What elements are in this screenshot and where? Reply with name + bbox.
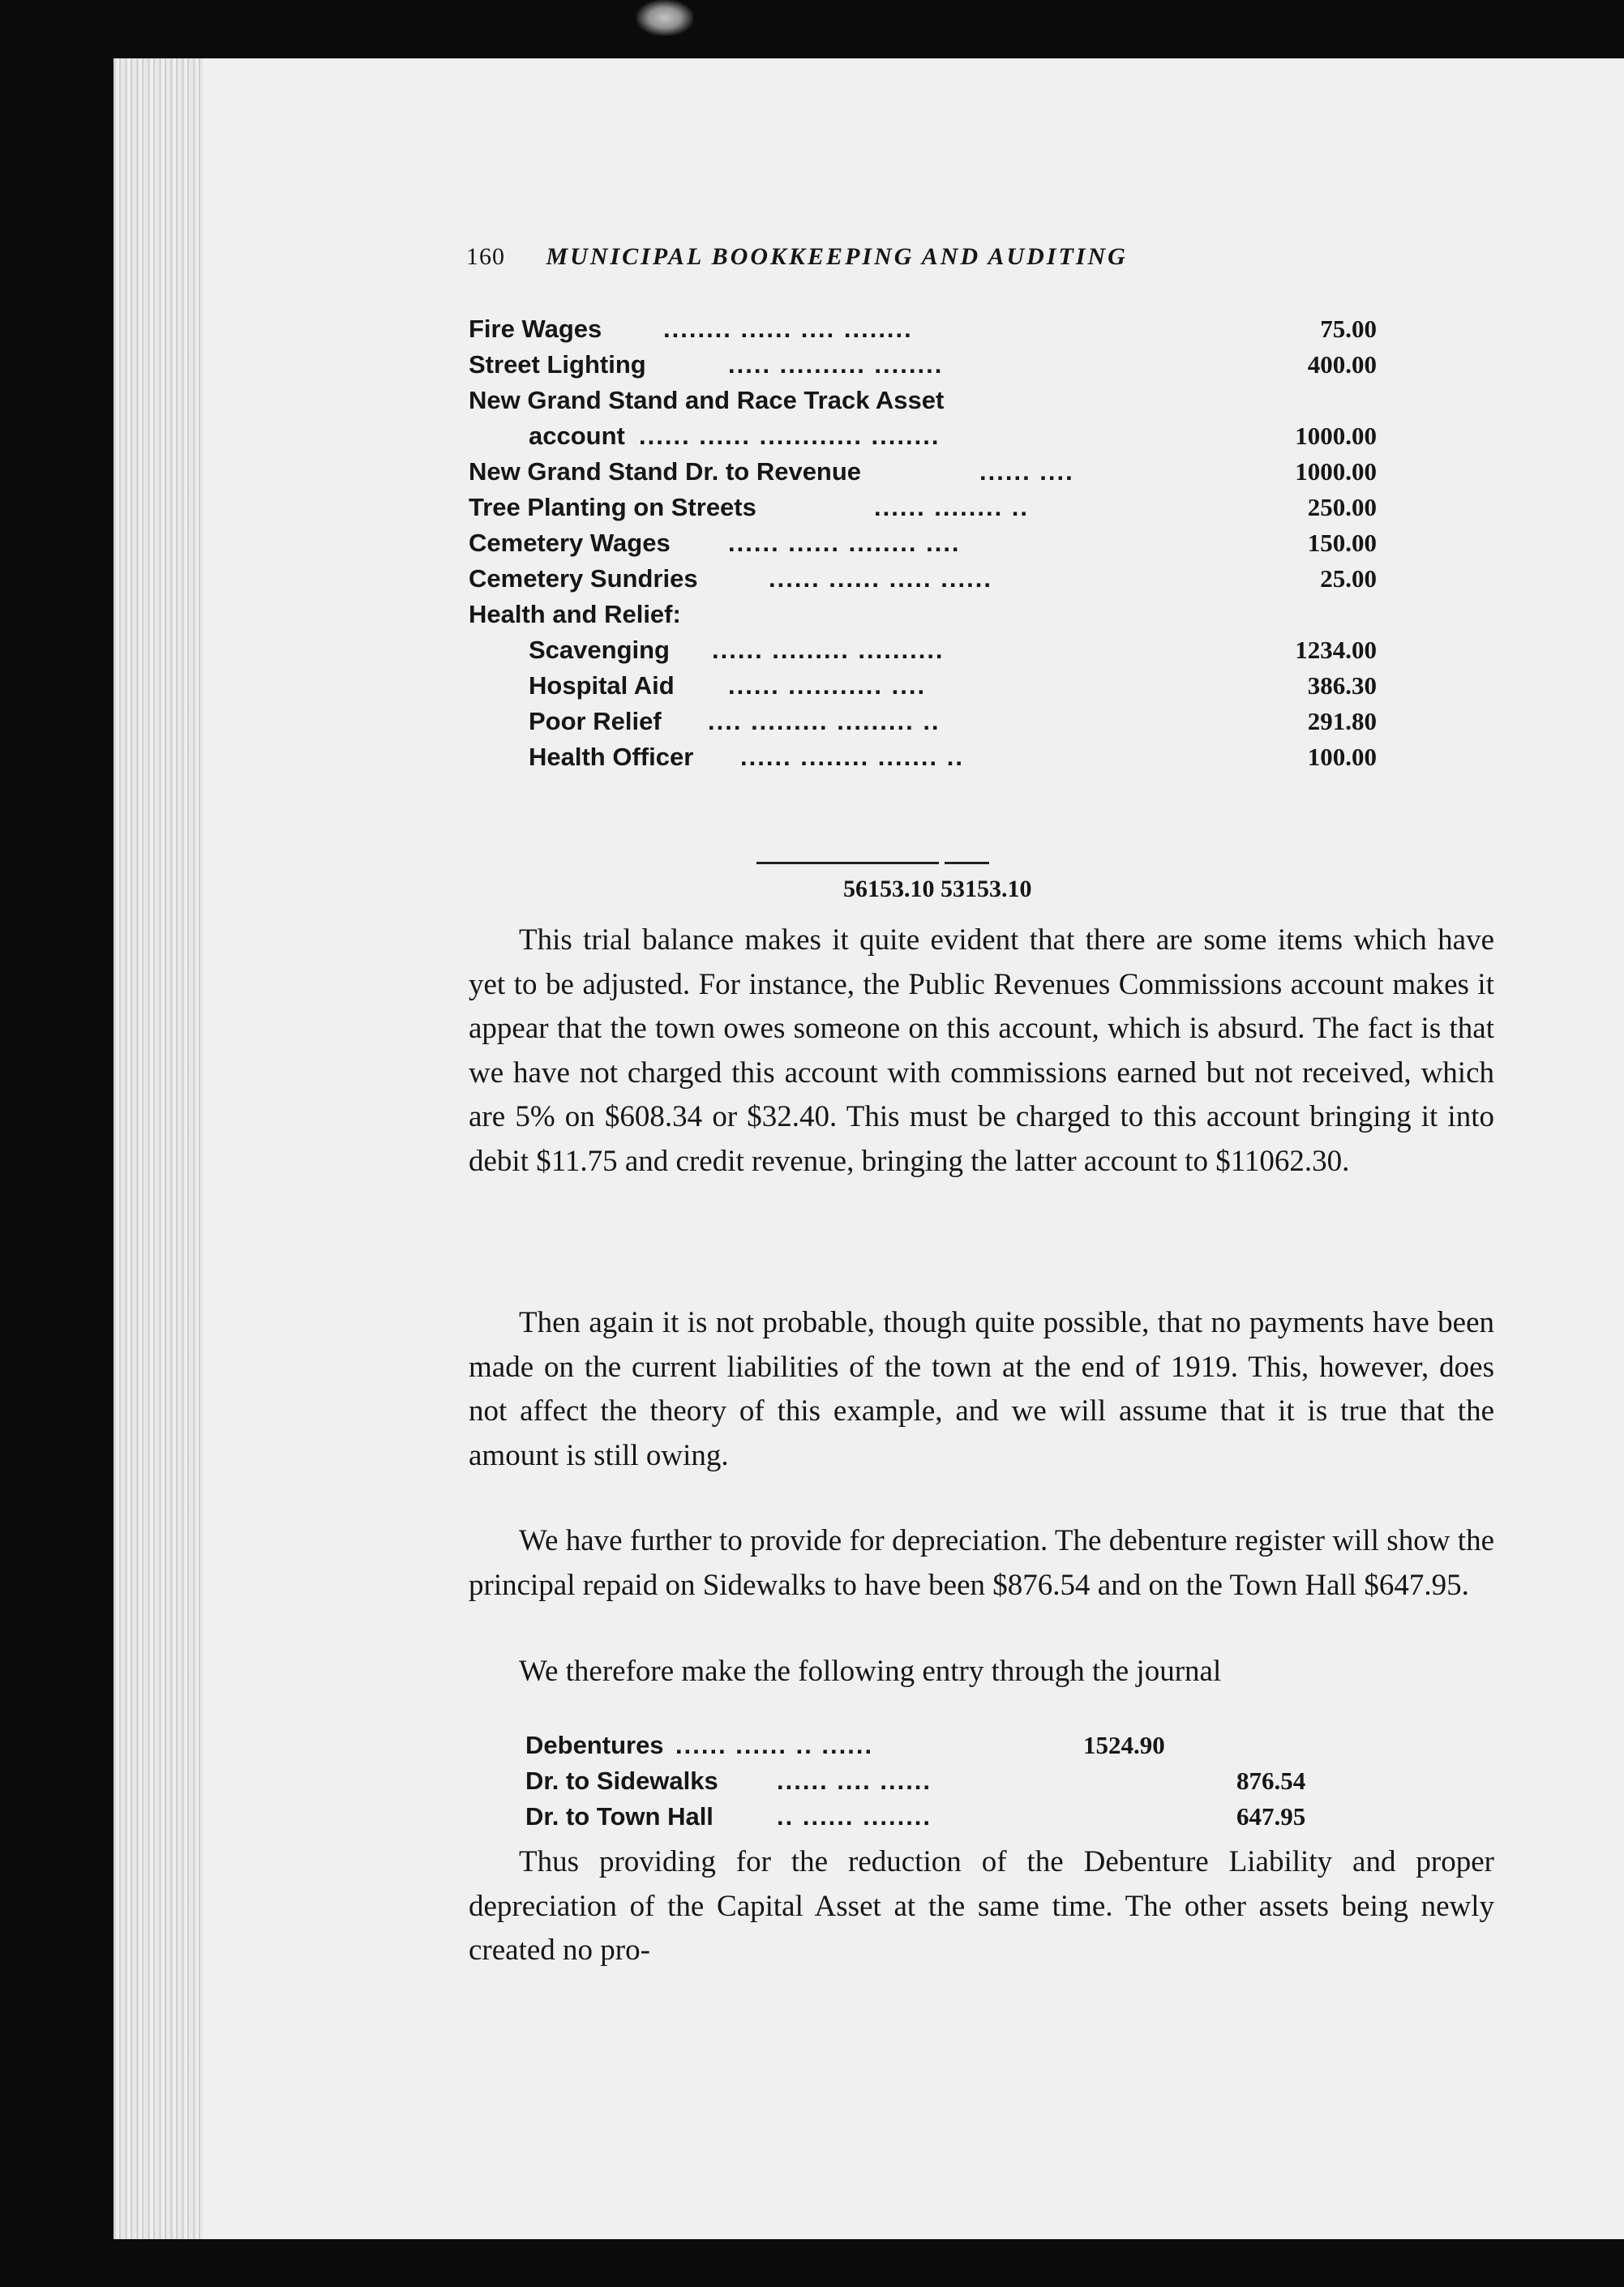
trial-balance-ledger: [469, 315, 1377, 778]
running-header: [466, 243, 1512, 271]
paragraph: Thus providing for the reduction of the Debenture Liability and proper depreciation of the Capital Asset at the same time. The other assets being newly created no pro-: [469, 1845, 1494, 1967]
ledger-amount: 150.00: [1307, 529, 1377, 557]
total-rule: [756, 862, 939, 864]
ledger-row: Street Lighting ..... .......... ........ 400.00: [469, 350, 1377, 379]
journal-row: Debentures ...... ...... .. ...... 1524.90: [525, 1731, 1165, 1759]
ledger-row: Poor Relief .... ......... ......... .. 291.80: [529, 707, 1377, 735]
page-number: 160: [466, 243, 505, 270]
ledger-amount: 25.00: [1320, 564, 1377, 593]
journal-label: Dr. to Town Hall: [525, 1802, 713, 1831]
ledger-row: Hospital Aid ...... ........... .... 386.30: [529, 671, 1377, 700]
ledger-label: Tree Planting on Streets: [469, 493, 756, 521]
ledger-row: Scavenging ...... ......... .......... 1234.00: [529, 636, 1377, 664]
ledger-label: Cemetery Sundries: [469, 564, 698, 593]
ledger-label: Fire Wages: [469, 315, 602, 343]
paragraph: Then again it is not probable, though quite possible, that no payments have been made on the current liabilities of the town at the end of 1919. This, however, does not affect the theory of this example, and we will assume that it is true that the amount is still owing.: [469, 1306, 1494, 1472]
paragraph: We therefore make the following entry through the journal: [519, 1655, 1222, 1688]
journal-credit: 876.54: [1236, 1767, 1306, 1795]
journal-label: Dr. to Sidewalks: [525, 1767, 718, 1795]
journal-row: Dr. to Town Hall .. ...... ........ 647.95: [525, 1802, 1306, 1831]
scan-speck: [636, 0, 693, 36]
ledger-label: Cemetery Wages: [469, 529, 671, 557]
journal-entry: [525, 1731, 1433, 1838]
ledger-amount: 75.00: [1320, 315, 1377, 343]
ledger-label: Scavenging: [529, 636, 670, 664]
total-rule: [945, 862, 989, 864]
ledger-label: Street Lighting: [469, 350, 646, 379]
journal-debit: 1524.90: [1083, 1731, 1165, 1759]
paragraph: We have further to provide for depreciation. The debenture register will show the principal repaid on Sidewalks to have been $876.54 and on the Town Hall $647.95.: [469, 1524, 1494, 1602]
ledger-amount: 100.00: [1307, 743, 1377, 771]
ledger-label: Poor Relief: [529, 707, 662, 735]
ledger-row: account ...... ...... ............ ........ 1000.00: [529, 422, 1377, 450]
ledger-label: New Grand Stand and Race Track Asset: [469, 386, 945, 414]
ledger-label: Health Officer: [529, 743, 694, 771]
ledger-amount: 291.80: [1307, 707, 1377, 735]
ledger-amount: 386.30: [1307, 671, 1377, 700]
ledger-amount: 1234.00: [1295, 636, 1377, 664]
paragraph: This trial balance makes it quite evident that there are some items which have yet to be adjusted. For instance, the Public Revenues Commissions account makes it appear that the town owes someone on this account, which is absurd. The fact is that we have not charged this account with commissions earned but not received, which are 5% on $608.34 or $32.40. This must be charged to this account bringing it into debit $11.75 and credit revenue, bringing the latter account to $11062.30.: [469, 923, 1494, 1178]
ledger-row: Fire Wages ........ ...... .... ........ 75.00: [469, 315, 1377, 343]
journal-label: Debentures: [525, 1731, 664, 1759]
journal-credit: 647.95: [1236, 1802, 1306, 1831]
ledger-label: Health and Relief:: [469, 600, 681, 628]
ledger-amount: 1000.00: [1295, 422, 1377, 450]
ledger-row: Cemetery Wages ...... ...... ........ .... 150.00: [469, 529, 1377, 557]
ledger-row: [469, 386, 1377, 422]
ledger-amount: 1000.00: [1295, 457, 1377, 486]
ledger-totals: 56153.10 53153.10: [843, 876, 1032, 902]
ledger-row: Cemetery Sundries ...... ...... ..... ...... 25.00: [469, 564, 1377, 593]
running-title: MUNICIPAL BOOKKEEPING AND AUDITING: [546, 243, 1128, 270]
ledger-label: New Grand Stand Dr. to Revenue: [469, 457, 862, 486]
ledger-label: account: [529, 422, 625, 450]
ledger-amount: 400.00: [1307, 350, 1377, 379]
page-binding-edge: [114, 58, 203, 2239]
ledger-row: New Grand Stand Dr. to Revenue ...... .... 1000.00: [469, 457, 1377, 486]
ledger-amount: 250.00: [1307, 493, 1377, 521]
ledger-row: Tree Planting on Streets ...... ........ .. 250.00: [469, 493, 1377, 521]
ledger-row: [469, 600, 1377, 636]
ledger-label: Hospital Aid: [529, 671, 675, 700]
ledger-row: Health Officer ...... ........ ....... .. 100.00: [529, 743, 1377, 771]
journal-row: Dr. to Sidewalks ...... .... ...... 876.54: [525, 1767, 1306, 1795]
